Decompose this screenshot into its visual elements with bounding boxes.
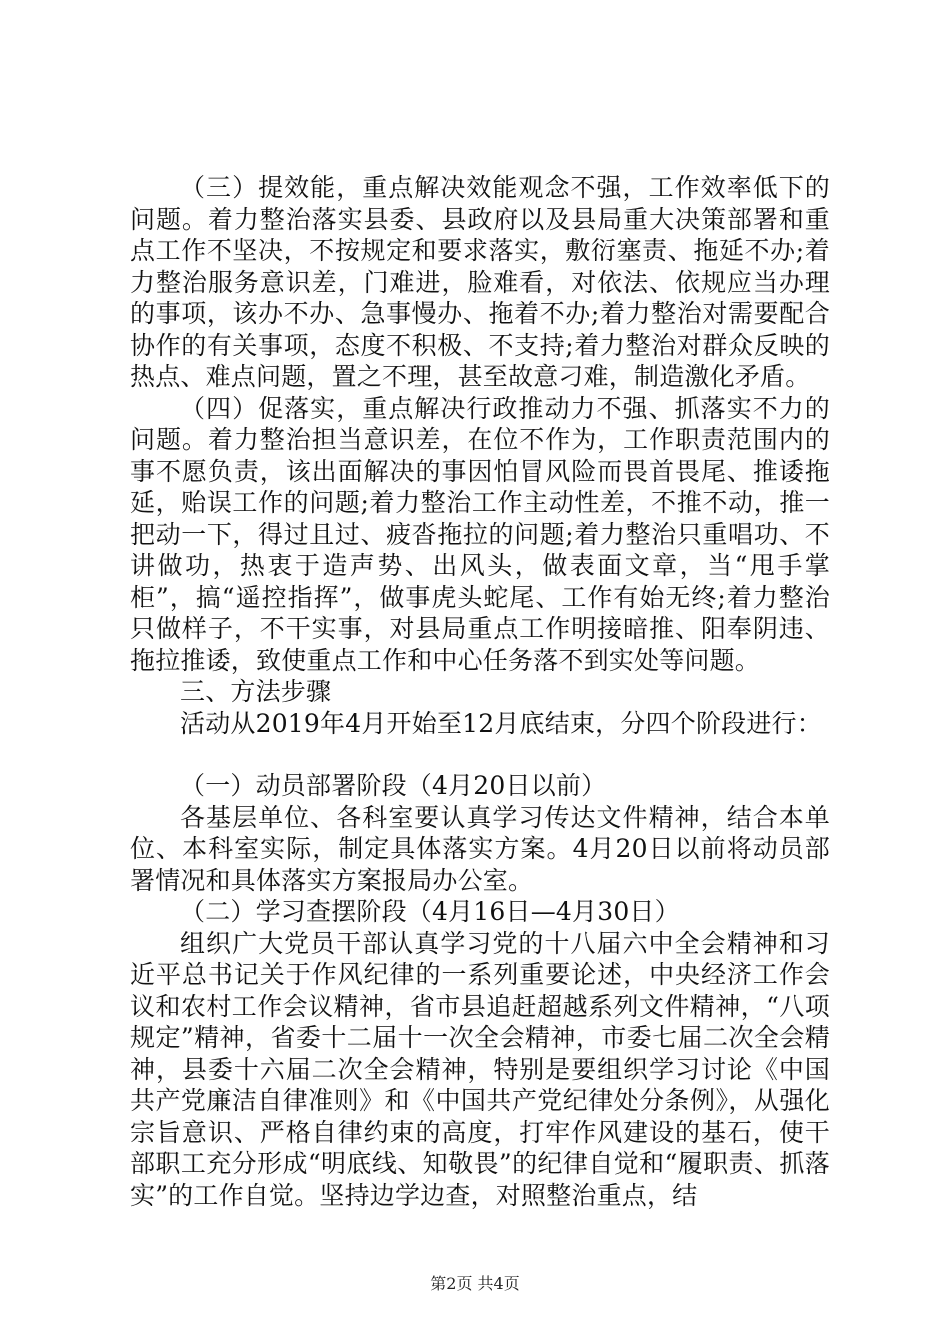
subheading-mobilization-stage: （一）动员部署阶段（4月20日以前） <box>180 771 607 800</box>
paragraph-improve-efficiency: （三）提效能，重点解决效能观念不强，工作效率低下的问题。着力整治落实县委、县政府以及县局重大决策部署和重点工作不坚决，不按规定和要求落实，敷衍塞责、拖延不办;着力整治服务意识差，门难进，脸难看，对依法、依规应当办理的事项，该办不办、急事慢办、拖着不办;着力整治对需要配合协作的有关事项，态度不积极、不支持;着力整治对群众反映的热点、难点问题，置之不理，甚至故意刁难，制造激化矛盾。 <box>130 173 830 391</box>
paragraph-activity-schedule: 活动从2019年4月开始至12月底结束，分四个阶段进行： <box>180 708 822 738</box>
document-body <box>130 172 830 1211</box>
section-heading-methods-steps: 三、方法步骤 <box>180 677 332 706</box>
page-number-footer: 第2页 共4页 <box>430 1274 520 1293</box>
paragraph-promote-implementation: （四）促落实，重点解决行政推动力不强、抓落实不力的问题。着力整治担当意识差，在位不作为，工作职责范围内的事不愿负责，该出面解决的事因怕冒风险而畏首畏尾、推诿拖延，贻误工作的问题;着力整治工作主动性差，不推不动，推一把动一下，得过且过、疲沓拖拉的问题;着力整治只重唱功、不讲做功，热衷于造声势、出风头，做表面文章，当“甩手掌柜”，搞“遥控指挥”，做事虎头蛇尾、工作有始无终;着力整治只做样子，不干实事，对县局重点工作明接暗推、阳奉阴违、拖拉推诿，致使重点工作和中心任务落不到实处等问题。 <box>130 393 830 675</box>
paragraph-mobilization-details: 各基层单位、各科室要认真学习传达文件精神，结合本单位、本科室实际，制定具体落实方案。4月20日以前将动员部署情况和具体落实方案报局办公室。 <box>130 802 830 895</box>
paragraph-gap <box>130 739 830 770</box>
paragraph-study-review-details: 组织广大党员干部认真学习党的十八届六中全会精神和习近平总书记关于作风纪律的一系列重要论述，中央经济工作会议和农村工作会议精神，省市县追赶超越系列文件精神，“八项规定”精神，省委十二届十一次全会精神，市委七届二次全会精神，县委十六届二次全会精神，特别是要组织学习讨论《中国共产党廉洁自律准则》和《中国共产党纪律处分条例》，从强化宗旨意识、严格自律约束的高度，打牢作风建设的基石，使干部职工充分形成“明底线、知敬畏”的纪律自觉和“履职责、抓落实”的工作自觉。坚持边学边查，对照整治重点，结 <box>130 928 830 1210</box>
subheading-study-review-stage: （二）学习查摆阶段（4月16日—4月30日） <box>180 897 680 926</box>
